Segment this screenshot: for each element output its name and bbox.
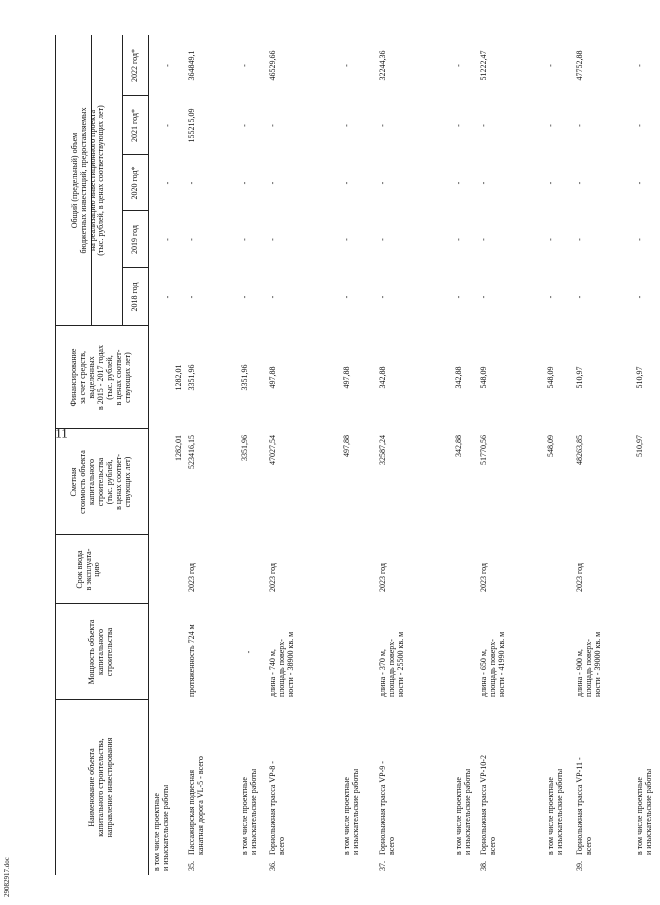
header-bottom-border (148, 35, 149, 875)
row-2020: - (268, 181, 277, 185)
row-2018: - (240, 295, 249, 299)
header-name: Наименование объекта капитального строительства, направление инвестирования (87, 737, 114, 838)
rotated-table-sheet (55, 35, 653, 875)
row-cost: 48263,85 (575, 435, 584, 465)
row-2019: - (342, 238, 351, 241)
row-2021: 155215,09 (187, 108, 196, 143)
row-financing: 510,97 (575, 366, 584, 389)
row-cost: 523416,15 (187, 435, 196, 469)
row-financing: 3351,96 (187, 364, 196, 391)
row-2018: - (479, 295, 488, 299)
row-2020: - (575, 181, 584, 185)
row-2022: - (546, 64, 555, 67)
row-2018: - (163, 295, 172, 299)
row-commissioning: 2023 год (187, 563, 196, 592)
row-2020: - (635, 181, 644, 185)
table-row (576, 35, 632, 875)
row-2019: - (268, 238, 277, 241)
row-commissioning: 2023 год (479, 563, 488, 592)
table-row (455, 35, 479, 875)
row-financing: 548,09 (479, 366, 488, 389)
row-cost: 3351,96 (240, 435, 249, 461)
row-2019: - (546, 238, 555, 241)
row-number: 38. (479, 861, 488, 871)
row-commissioning: 2023 год (268, 563, 277, 592)
row-2022: - (240, 64, 249, 67)
header-year-2020: 2020 год* (129, 166, 139, 200)
row-2022: 47752,88 (575, 50, 584, 81)
row-2018: - (546, 295, 555, 299)
header-year-2021: 2021 год* (129, 109, 139, 142)
row-2021: - (479, 124, 488, 127)
row-financing: 342,88 (378, 366, 387, 389)
row-name: в том числе проектные и изыскательские работы (342, 768, 360, 855)
row-2021: - (546, 124, 555, 127)
row-cost: 342,88 (454, 435, 463, 457)
row-financing: 3351,96 (240, 364, 249, 391)
table-row (547, 35, 571, 875)
document-reference: 29082917.doc (3, 857, 11, 897)
row-2020: - (240, 181, 249, 185)
row-2021: - (454, 124, 463, 127)
table-row (188, 35, 236, 875)
row-2018: - (635, 295, 644, 299)
row-2019: - (163, 238, 172, 241)
row-2020: - (187, 181, 196, 185)
row-2018: - (454, 295, 463, 299)
header-year-2022: 2022 год* (129, 49, 139, 82)
header-capacity: Мощность объекта капитального строительства (87, 619, 114, 685)
row-2021: - (163, 124, 172, 127)
row-cost: 1282,01 (174, 435, 183, 461)
row-2018: - (342, 295, 351, 299)
row-2022: - (163, 64, 172, 67)
row-number: 37. (378, 861, 387, 871)
row-2021: - (268, 124, 277, 127)
row-2018: - (187, 295, 196, 299)
row-financing: 1282,01 (174, 364, 183, 391)
row-2020: - (479, 181, 488, 185)
row-financing: 510,97 (635, 366, 644, 389)
row-2021: - (342, 124, 351, 127)
row-2019: - (479, 238, 488, 241)
row-2019: - (240, 238, 249, 241)
row-2020: - (163, 181, 172, 185)
row-cost: 32587,24 (378, 435, 387, 465)
row-2022: - (635, 64, 644, 67)
row-name: в том числе проектные и изыскательские работы (152, 784, 170, 871)
row-2022: - (342, 64, 351, 67)
row-2019: - (378, 238, 387, 241)
table-row (480, 35, 540, 875)
row-commissioning: 2023 год (378, 563, 387, 592)
row-cost: 47027,54 (268, 435, 277, 465)
table-row (379, 35, 439, 875)
table-row (269, 35, 329, 875)
row-2022: 364849,1 (187, 50, 196, 81)
row-2021: - (240, 124, 249, 127)
row-capacity: длина - 370 м, площадь поверх- ности - 25500 кв. м (378, 631, 405, 697)
row-cost: 497,88 (342, 435, 351, 457)
row-2019: - (575, 238, 584, 241)
header-estimated-cost: Сметная стоимость объекта капитального строительства (тыс. рублей, в ценах соответ- ствующих лет) (69, 450, 132, 514)
row-financing: 342,88 (454, 366, 463, 389)
row-2018: - (378, 295, 387, 299)
row-financing: 548,09 (546, 366, 555, 389)
row-capacity: длина - 650 м, площадь поверх- ности - 41990 кв. м (479, 631, 506, 697)
row-capacity: протяженность 724 м (187, 624, 196, 697)
row-name: в том числе проектные и изыскательские работы (240, 768, 258, 855)
row-2022: - (454, 64, 463, 67)
row-commissioning: 2023 год (575, 563, 584, 592)
page-number: 11 (55, 425, 68, 441)
row-2018: - (268, 295, 277, 299)
row-name: Горнолыжная трасса VP-9 - всего (378, 761, 396, 855)
row-name: Пассажирская подвесная канатная дорога VL-5 - всего (187, 756, 205, 855)
table-row (153, 35, 183, 875)
header-year-2018: 2018 год (129, 282, 139, 312)
header-financing: Финансирование за счет средств, выделенных в 2015 - 2017 годах (тыс. рублей, в ценах соответ- ствующих лет) (69, 345, 132, 410)
row-name: в том числе проектные и изыскательские работы (635, 768, 653, 855)
row-2019: - (187, 238, 196, 241)
row-2022: 46529,66 (268, 50, 277, 81)
row-name: Горнолыжная трасса VP-10-2 всего (479, 755, 497, 855)
row-2022: 32244,36 (378, 50, 387, 81)
row-number: 36. (268, 861, 277, 871)
row-2020: - (546, 181, 555, 185)
row-2021: - (378, 124, 387, 127)
header-total-volume: Общий (предельный) объем бюджетных инвестиций, предоставляемых на реализацию инвестиционного проекта (тыс. рублей, в ценах соответствующих лет) (69, 105, 106, 256)
row-capacity: длина - 740 м, площадь поверх- ности - 38900 кв. м (268, 631, 295, 697)
row-2020: - (342, 181, 351, 185)
row-2019: - (454, 238, 463, 241)
row-2020: - (454, 181, 463, 185)
row-cost: 548,09 (546, 435, 555, 457)
row-name: в том числе проектные и изыскательские работы (546, 768, 564, 855)
row-name: в том числе проектные и изыскательские работы (454, 768, 472, 855)
row-2022: 51222,47 (479, 50, 488, 81)
row-number: 39. (575, 861, 584, 871)
header-commissioning: Срок ввода в эксплуата- цию (74, 548, 102, 591)
row-cost: 510,97 (635, 435, 644, 457)
header-year-2019: 2019 год (129, 225, 139, 254)
row-number: 35. (187, 861, 196, 871)
table-row (343, 35, 369, 875)
row-2019: - (635, 238, 644, 241)
row-name: Горнолыжная трасса VP-11 - всего (575, 757, 593, 855)
row-financing: 497,88 (268, 366, 277, 389)
row-capacity: - (244, 650, 253, 654)
row-cost: 51770,56 (479, 435, 488, 465)
row-2018: - (575, 295, 584, 299)
row-financing: 497,88 (342, 366, 351, 389)
row-2021: - (635, 124, 644, 127)
row-2020: - (378, 181, 387, 185)
table-row (636, 35, 660, 875)
row-name: Горнолыжная трасса VP-8 - всего (268, 761, 286, 855)
row-capacity: длина - 900 м, площадь поверх- ности - 39000 кв. м (575, 631, 602, 697)
row-2021: - (575, 124, 584, 127)
table-row (241, 35, 267, 875)
